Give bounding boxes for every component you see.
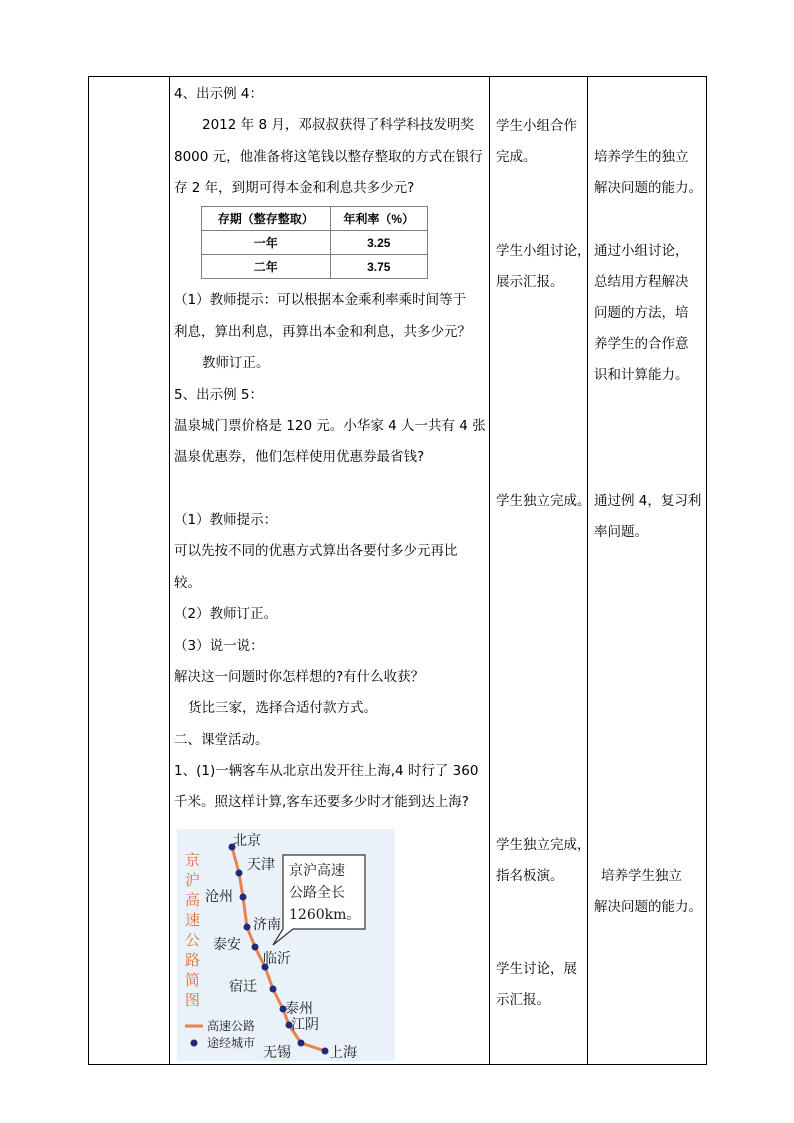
map-title-char: 路 xyxy=(185,951,201,969)
city-label-tianjin: 天津 xyxy=(247,857,275,873)
interest-rate-table xyxy=(201,206,428,279)
example-4-text: 8000 元，他准备将这笔钱以整存整取的方式在银行 xyxy=(174,149,483,165)
example-5-heading: 5、出示例 5： xyxy=(174,387,263,403)
map-title-char: 高 xyxy=(185,891,201,909)
discussion-prompt: （3）说一说： xyxy=(174,638,264,654)
table-row xyxy=(202,255,428,279)
expressway-map xyxy=(177,829,395,1061)
city-dot xyxy=(322,1048,329,1055)
intent-text: 解决问题的能力。 xyxy=(594,180,702,196)
table-row xyxy=(202,231,428,255)
summary-text: 货比三家，选择合适付款方式。 xyxy=(188,700,377,716)
activity-text: 学生讨论，展 xyxy=(496,961,577,977)
column-divider xyxy=(489,77,490,1064)
example-4-text: 2012 年 8 月，邓叔叔获得了科学科技发明奖 xyxy=(202,117,474,133)
callout-line: 京沪高速 xyxy=(289,863,345,879)
map-title-char: 公 xyxy=(185,931,201,949)
legend-road-label: 高速公路 xyxy=(207,1019,256,1033)
intent-text: 解决问题的能力。 xyxy=(594,899,702,915)
teacher-hint: 较。 xyxy=(174,575,201,591)
class-activity-heading: 二、课堂活动。 xyxy=(174,732,269,748)
city-dot xyxy=(270,986,277,993)
map-title-char: 简 xyxy=(185,971,201,989)
map-title-char: 沪 xyxy=(185,871,201,889)
callout-line: 公路全长 xyxy=(289,885,345,901)
expressway-map-graphic xyxy=(177,829,395,1061)
city-dot xyxy=(236,870,243,877)
intent-text: 培养学生独立 xyxy=(601,868,682,884)
table-cell-term: 二年 xyxy=(202,255,331,279)
column-divider xyxy=(169,77,170,1064)
intent-text: 通过例 4，复习利 xyxy=(594,493,702,509)
intent-text: 率问题。 xyxy=(594,524,648,540)
table-header-term: 存期（整存整取） xyxy=(202,207,331,231)
activity-text: 示汇报。 xyxy=(496,992,550,1008)
city-label-jinan: 济南 xyxy=(253,917,281,933)
callout-line: 1260km。 xyxy=(289,907,361,923)
city-dot xyxy=(240,894,247,901)
teacher-hint: （1）教师提示：可以根据本金乘利率乘时间等于 xyxy=(174,292,467,308)
intent-text: 识和计算能力。 xyxy=(594,367,689,383)
intent-text: 培养学生的独立 xyxy=(594,149,689,165)
column-divider xyxy=(587,77,588,1064)
activity-text: 学生小组合作 xyxy=(496,118,577,134)
teacher-correct: 教师订正。 xyxy=(202,355,270,371)
activity-text: 学生小组讨论， xyxy=(496,243,591,259)
city-dot xyxy=(244,924,251,931)
teacher-hint: 利息，算出利息，再算出本金和利息，共多少元？ xyxy=(174,324,471,340)
activity-problem: 1、(1)一辆客车从北京出发开往上海,4 时行了 360 xyxy=(174,763,479,779)
map-title-char: 速 xyxy=(185,911,201,929)
city-label-linyi: 临沂 xyxy=(263,951,291,967)
table-header-rate: 年利率（%） xyxy=(330,207,428,231)
example-4-heading: 4、出示例 4： xyxy=(174,86,263,102)
activity-text: 展示汇报。 xyxy=(496,274,564,290)
activity-text: 完成。 xyxy=(496,149,537,165)
city-dot xyxy=(298,1040,305,1047)
map-title-char: 京 xyxy=(185,851,201,869)
city-label-taizhou: 泰州 xyxy=(285,1001,313,1017)
city-label-cangzhou: 沧州 xyxy=(205,889,233,905)
intent-text: 问题的方法，培 xyxy=(594,305,689,321)
city-label-taian: 泰安 xyxy=(213,937,241,953)
city-label-suqian: 宿迁 xyxy=(229,979,257,995)
intent-text: 总结用方程解决 xyxy=(594,274,689,290)
table-cell-rate: 3.25 xyxy=(330,231,428,255)
city-label-wuxi: 无锡 xyxy=(263,1045,291,1061)
intent-text: 通过小组讨论， xyxy=(594,243,689,259)
lesson-plan-table xyxy=(88,76,707,1065)
city-dot xyxy=(252,944,259,951)
map-title-char: 图 xyxy=(185,991,201,1009)
example-5-text: 温泉优惠券，他们怎样使用优惠券最省钱? xyxy=(174,449,425,465)
teacher-hint: （1）教师提示： xyxy=(174,512,278,528)
activity-problem: 千米。照这样计算,客车还要多少时才能到达上海? xyxy=(174,794,469,810)
intent-text: 养学生的合作意 xyxy=(594,336,689,352)
teacher-hint: 可以先按不同的优惠方式算出各要付多少元再比 xyxy=(174,543,458,559)
table-cell-term: 一年 xyxy=(202,231,331,255)
activity-text: 学生独立完成， xyxy=(496,837,591,853)
city-label-jiangyin: 江阴 xyxy=(291,1017,319,1033)
discussion-prompt: 解决这一问题时你怎样想的?有什么收获？ xyxy=(174,669,425,685)
example-4-text: 存 2 年，到期可得本金和利息共多少元? xyxy=(174,180,415,196)
legend-city-swatch xyxy=(191,1040,198,1047)
activity-text: 学生独立完成。 xyxy=(496,493,591,509)
example-5-text: 温泉城门票价格是 120 元。小华家 4 人一共有 4 张 xyxy=(174,418,486,434)
legend-city-label: 途经城市 xyxy=(207,1036,256,1050)
city-label-beijing: 北京 xyxy=(233,833,261,849)
table-cell-rate: 3.75 xyxy=(330,255,428,279)
city-label-shanghai: 上海 xyxy=(329,1045,357,1061)
teacher-correct: （2）教师订正。 xyxy=(174,606,278,622)
activity-text: 指名板演。 xyxy=(496,868,564,884)
